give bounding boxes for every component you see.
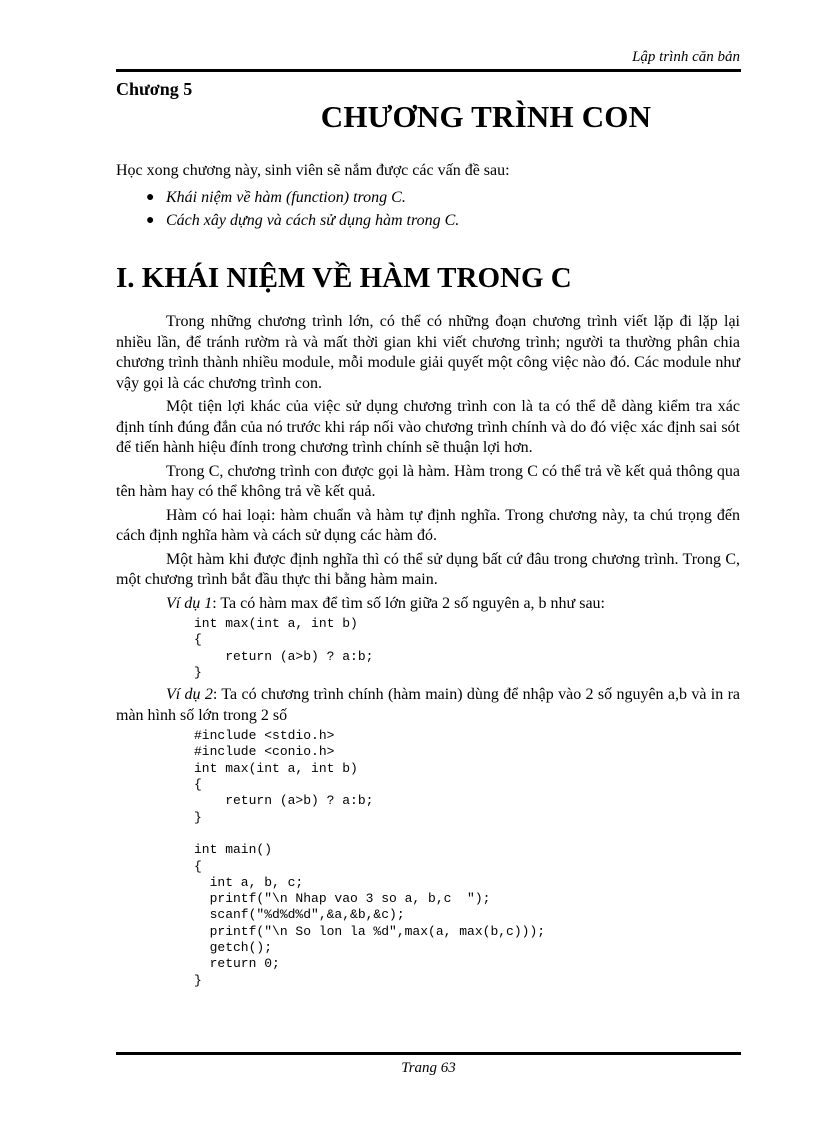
- paragraph: Trong C, chương trình con được gọi là hàm. Hàm trong C có thể trả về kết quả thông qua tên hàm hay có thể không trả về kết quả.: [116, 462, 740, 500]
- code-line: printf("\n Nhap vao 3 so a, b,c ");: [194, 891, 491, 907]
- code-line: }: [194, 972, 202, 988]
- code-line: printf("\n So lon la %d",max(a, max(b,c)));: [194, 923, 546, 939]
- code-line: return 0;: [194, 956, 280, 972]
- running-header: Lập trình căn bản: [632, 49, 740, 65]
- objectives-list: [116, 186, 459, 232]
- bullet-icon: ●: [146, 213, 155, 228]
- chapter-title: CHƯƠNG TRÌNH CON: [320, 99, 652, 134]
- code-line: {: [194, 777, 202, 793]
- bullet-icon: ●: [146, 190, 155, 205]
- code-line: int max(int a, int b): [194, 760, 358, 776]
- code-line: return (a>b) ? a:b;: [194, 648, 374, 664]
- code-line: #include <stdio.h>: [194, 728, 335, 744]
- section-body: [116, 312, 740, 989]
- footer-rule: [116, 1052, 741, 1055]
- code-line: }: [194, 664, 202, 680]
- example-2-label: Ví dụ 2: [166, 686, 213, 704]
- example-1-intro: [116, 594, 740, 615]
- example-1-text: : Ta có hàm max để tìm số lớn giữa 2 số nguyên a, b như sau:: [212, 594, 605, 612]
- example-2-intro: [116, 685, 740, 726]
- paragraph: Hàm có hai loại: hàm chuẩn và hàm tự định nghĩa. Trong chương này, ta chú trọng đến cách định nghĩa hàm và cách sử dụng các hàm đó.: [116, 506, 740, 544]
- code-line: int main(): [194, 842, 273, 858]
- code-line: return (a>b) ? a:b;: [194, 793, 374, 809]
- code-line: {: [194, 858, 202, 874]
- paragraph: Một hàm khi được định nghĩa thì có thể sử dụng bất cứ đâu trong chương trình. Trong C, một chương trình bắt đầu thực thi bằng hàm main.: [116, 550, 740, 588]
- code-line: }: [194, 809, 202, 825]
- intro-text: Học xong chương này, sinh viên sẽ nắm được các vấn đề sau:: [116, 162, 510, 179]
- code-line: [194, 826, 740, 842]
- example-2-text: : Ta có chương trình chính (hàm main) dùng để nhập vào 2 số nguyên a,b và in ra màn hình số lớn trong 2 số: [116, 686, 741, 724]
- code-line: {: [194, 632, 202, 648]
- page-number: Trang 63: [401, 1060, 456, 1076]
- code-line: #include <conio.h>: [194, 744, 335, 760]
- code-line: getch();: [194, 940, 273, 956]
- code-line: int a, b, c;: [194, 874, 304, 890]
- code-block-example-2: [194, 728, 740, 989]
- chapter-label: Chương 5: [116, 79, 193, 99]
- paragraph: Trong những chương trình lớn, có thể có những đoạn chương trình viết lặp đi lặp lại nhiều lần, để tránh rườm rà và mất thời gian khi viết chương trình; người ta thường phân chia chương trình thành nhiều module, mỗi module giải quyết một công việc nào đó. Các module như vậy gọi là các chương trình con.: [116, 313, 740, 392]
- code-line: scanf("%d%d%d",&a,&b,&c);: [194, 907, 405, 923]
- header-rule: [116, 69, 741, 72]
- paragraph: Một tiện lợi khác của việc sử dụng chương trình con là ta có thể dễ dàng kiểm tra xác định tính đúng đắn của nó trước khi ráp nối vào chương trình chính và do đó việc xác định sai sót để tiến hành hiệu đính trong chương trình chính sẽ thuận lợi hơn.: [116, 398, 740, 456]
- code-block-example-1: [194, 616, 740, 681]
- example-1-label: Ví dụ 1: [166, 594, 213, 612]
- code-line: int max(int a, int b): [194, 616, 358, 631]
- objective-item: [116, 209, 459, 232]
- section-heading: I. KHÁI NIỆM VỀ HÀM TRONG C: [116, 262, 572, 294]
- objective-text: Khái niệm về hàm (function) trong C.: [166, 189, 406, 206]
- objective-text: Cách xây dựng và cách sử dụng hàm trong C.: [166, 212, 460, 229]
- objective-item: [116, 186, 459, 209]
